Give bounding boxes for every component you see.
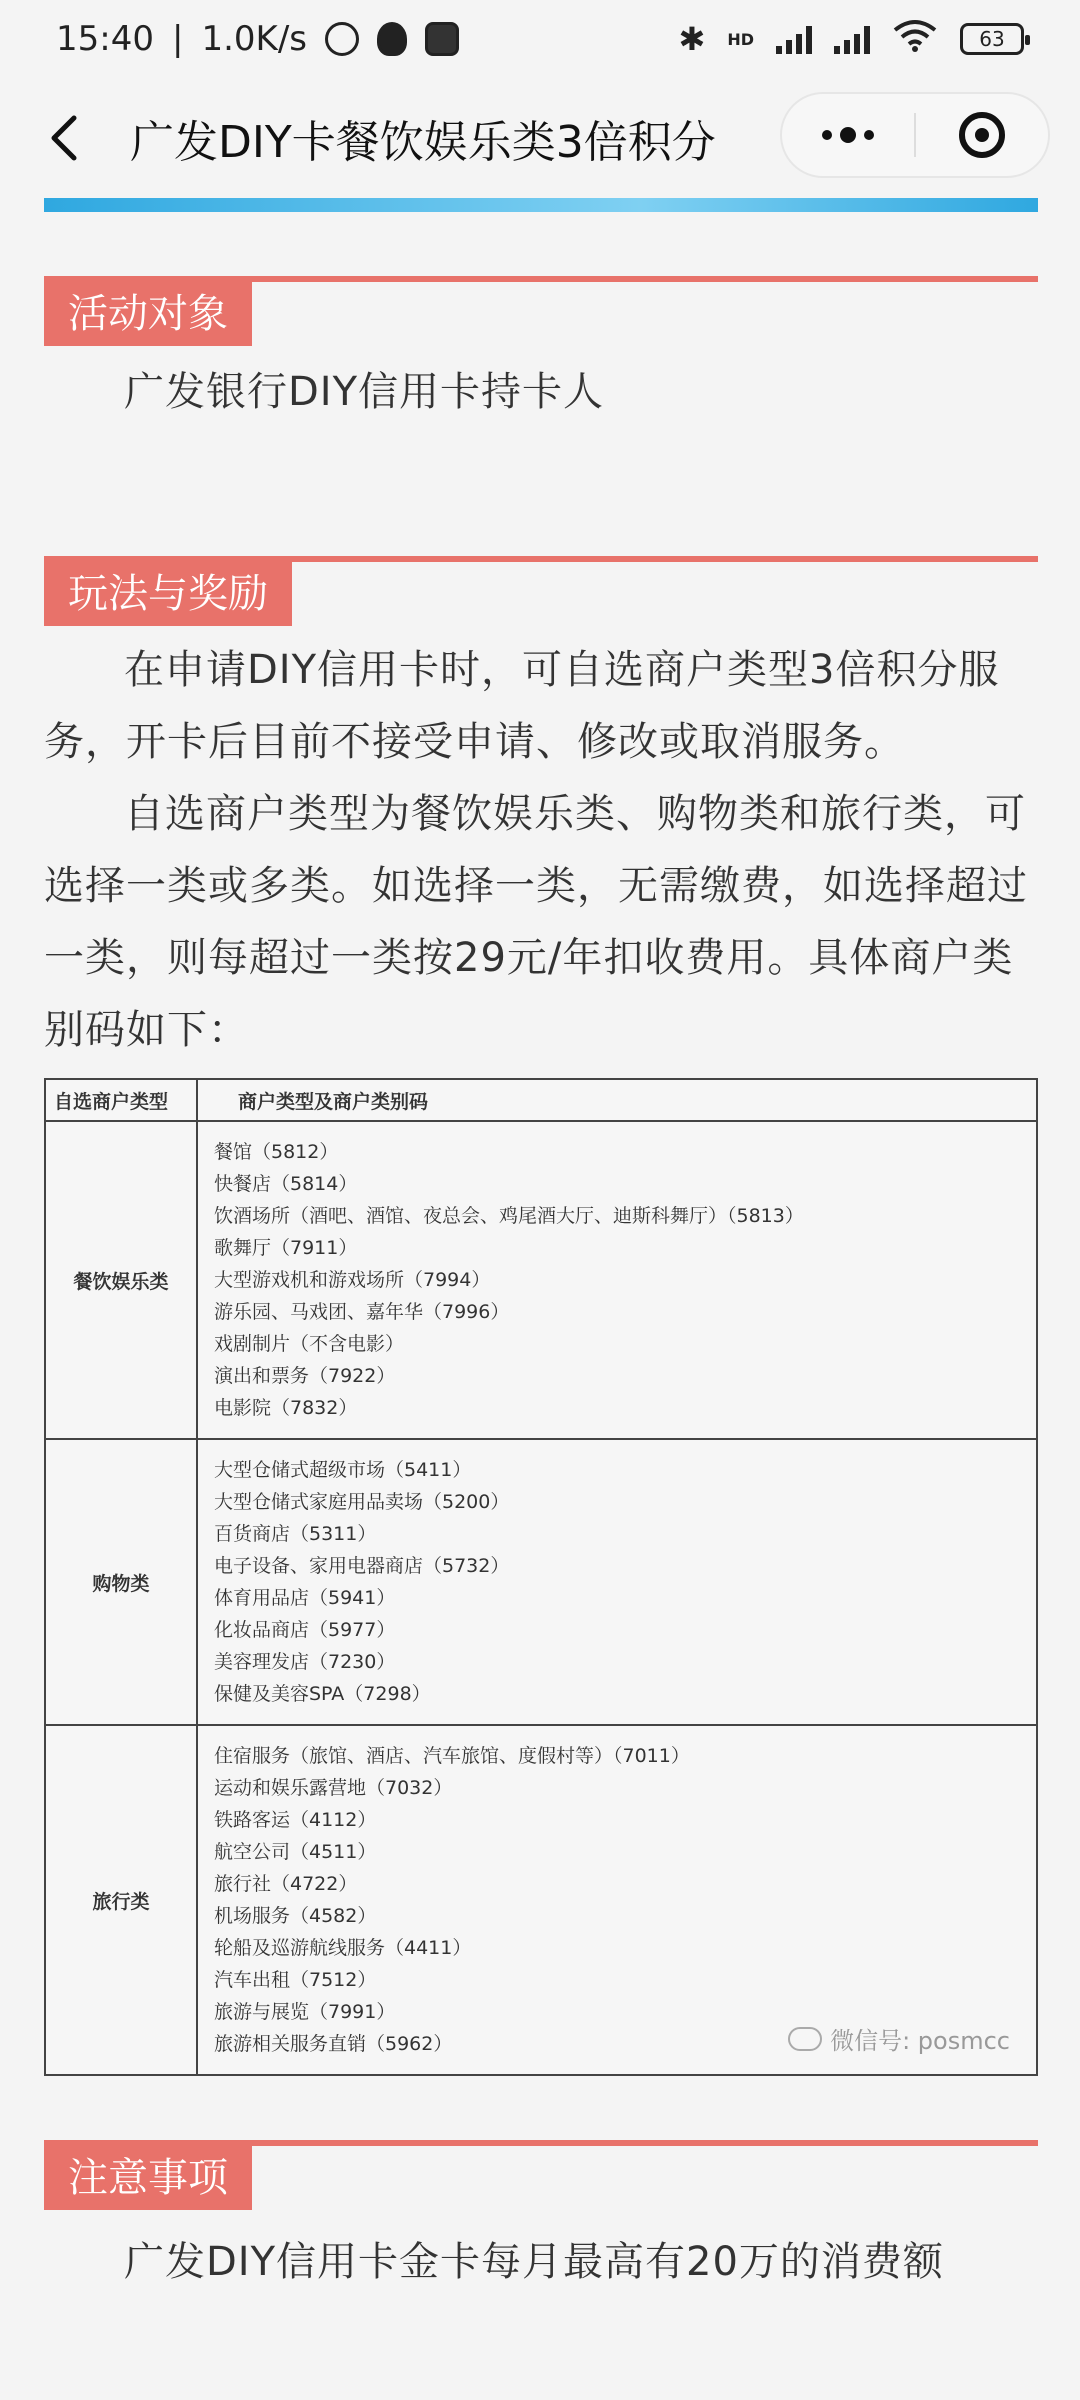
list-item: 快餐店（5814）: [214, 1173, 358, 1195]
list-item: 美容理发店（7230）: [214, 1651, 396, 1673]
list-item: 饮酒场所（酒吧、酒馆、夜总会、鸡尾酒大厅、迪斯科舞厅）（5813）: [214, 1205, 804, 1227]
section-title: 注意事项: [44, 2146, 252, 2210]
list-item: 机场服务（4582）: [214, 1905, 377, 1927]
list-item: 百货商店（5311）: [214, 1523, 377, 1545]
banner-strip: [44, 198, 1038, 212]
table-header-cell: 自选商户类型: [46, 1080, 198, 1120]
wechat-watermark: [788, 2021, 1010, 2056]
more-dot-icon: [822, 130, 832, 140]
list-item: 电子设备、家用电器商店（5732）: [214, 1555, 510, 1577]
category-items: [198, 1122, 1036, 1438]
watermark-text: 微信号: posmcc: [830, 2027, 1010, 2055]
table-header-cell: 商户类型及商户类别码: [238, 1090, 429, 1113]
rules-paragraph-1: 在申请DIY信用卡时，可自选商户类型3倍积分服务，开卡后目前不接受申请、修改或取消服务。: [44, 647, 1000, 765]
battery-level: 63: [979, 27, 1005, 51]
list-item: 保健及美容SPA（7298）: [214, 1683, 431, 1705]
list-item: 航空公司（4511）: [214, 1841, 377, 1863]
wifi-icon: [892, 18, 938, 61]
section-title: 玩法与奖励: [44, 562, 292, 626]
merchant-code-table: [44, 1078, 1038, 2076]
list-item: 大型仓储式家庭用品卖场（5200）: [214, 1491, 510, 1513]
category-name: 购物类: [46, 1440, 198, 1724]
list-item: 演出和票务（7922）: [214, 1365, 396, 1387]
target-circle-icon: [959, 112, 1005, 158]
status-divider: |: [171, 19, 184, 59]
signal-icon-2: [834, 24, 870, 54]
page-title: 广发DIY卡餐饮娱乐类3倍积分: [130, 117, 716, 168]
section-header-target: [44, 276, 1038, 346]
target-text: 广发银行DIY信用卡持卡人: [124, 369, 605, 415]
hd-label: HD: [727, 29, 754, 49]
category-name: 旅行类: [46, 1726, 198, 2074]
list-item: 电影院（7832）: [214, 1397, 358, 1419]
back-button[interactable]: [34, 108, 94, 168]
list-item: 歌舞厅（7911）: [214, 1237, 358, 1259]
list-item: 旅游与展览（7991）: [214, 2001, 396, 2023]
category-items: [198, 1726, 1036, 2074]
list-item: 戏剧制片（不含电影）: [214, 1333, 405, 1355]
list-item: 旅游相关服务直销（5962）: [214, 2033, 453, 2055]
list-item: 运动和娱乐露营地（7032）: [214, 1777, 453, 1799]
more-dot-icon: [864, 130, 874, 140]
more-dot-icon: [840, 127, 856, 143]
section-header-rules: [44, 556, 1038, 626]
list-item: 体育用品店（5941）: [214, 1587, 396, 1609]
category-name: 餐饮娱乐类: [46, 1122, 198, 1438]
nav-bar: [0, 78, 1080, 198]
list-item: 餐馆（5812）: [214, 1141, 339, 1163]
miniprogram-capsule: [780, 92, 1050, 178]
signal-icon: [776, 24, 812, 54]
list-item: 住宿服务（旅馆、酒店、汽车旅馆、度假村等）（7011）: [214, 1745, 690, 1767]
more-button[interactable]: [782, 94, 914, 176]
article-content: [44, 198, 1038, 2298]
close-button[interactable]: [916, 94, 1048, 176]
status-network-speed: 1.0K/s: [201, 19, 307, 59]
alarm-icon: [325, 22, 359, 56]
camera-app-icon: [425, 22, 459, 56]
rules-paragraph-2: 自选商户类型为餐饮娱乐类、购物类和旅行类，可选择一类或多类。如选择一类，无需缴费，如选择超过一类，则每超过一类按29元/年扣收费用。具体商户类别码如下：: [44, 791, 1028, 1053]
status-time: 15:40: [56, 19, 154, 59]
bluetooth-icon: ✱: [678, 20, 706, 58]
category-items: [198, 1440, 1036, 1724]
status-bar: [0, 0, 1080, 78]
chevron-left-icon: [44, 114, 84, 162]
list-item: 铁路客运（4112）: [214, 1809, 377, 1831]
wechat-icon: [788, 2027, 822, 2051]
list-item: 大型游戏机和游戏场所（7994）: [214, 1269, 491, 1291]
table-row: [46, 1438, 1036, 1724]
list-item: 旅行社（4722）: [214, 1873, 358, 1895]
list-item: 游乐园、马戏团、嘉年华（7996）: [214, 1301, 510, 1323]
list-item: 轮船及巡游航线服务（4411）: [214, 1937, 472, 1959]
table-row: [46, 1724, 1036, 2074]
notes-text: 广发DIY信用卡金卡每月最高有20万的消费额: [124, 2239, 944, 2285]
list-item: 大型仓储式超级市场（5411）: [214, 1459, 472, 1481]
table-row: [46, 1120, 1036, 1438]
qq-icon: [377, 22, 407, 56]
list-item: 汽车出租（7512）: [214, 1969, 377, 1991]
battery-icon: [960, 23, 1024, 55]
section-title: 活动对象: [44, 282, 252, 346]
list-item: 化妆品商店（5977）: [214, 1619, 396, 1641]
section-header-notes: [44, 2140, 1038, 2210]
table-header: [46, 1080, 1036, 1120]
